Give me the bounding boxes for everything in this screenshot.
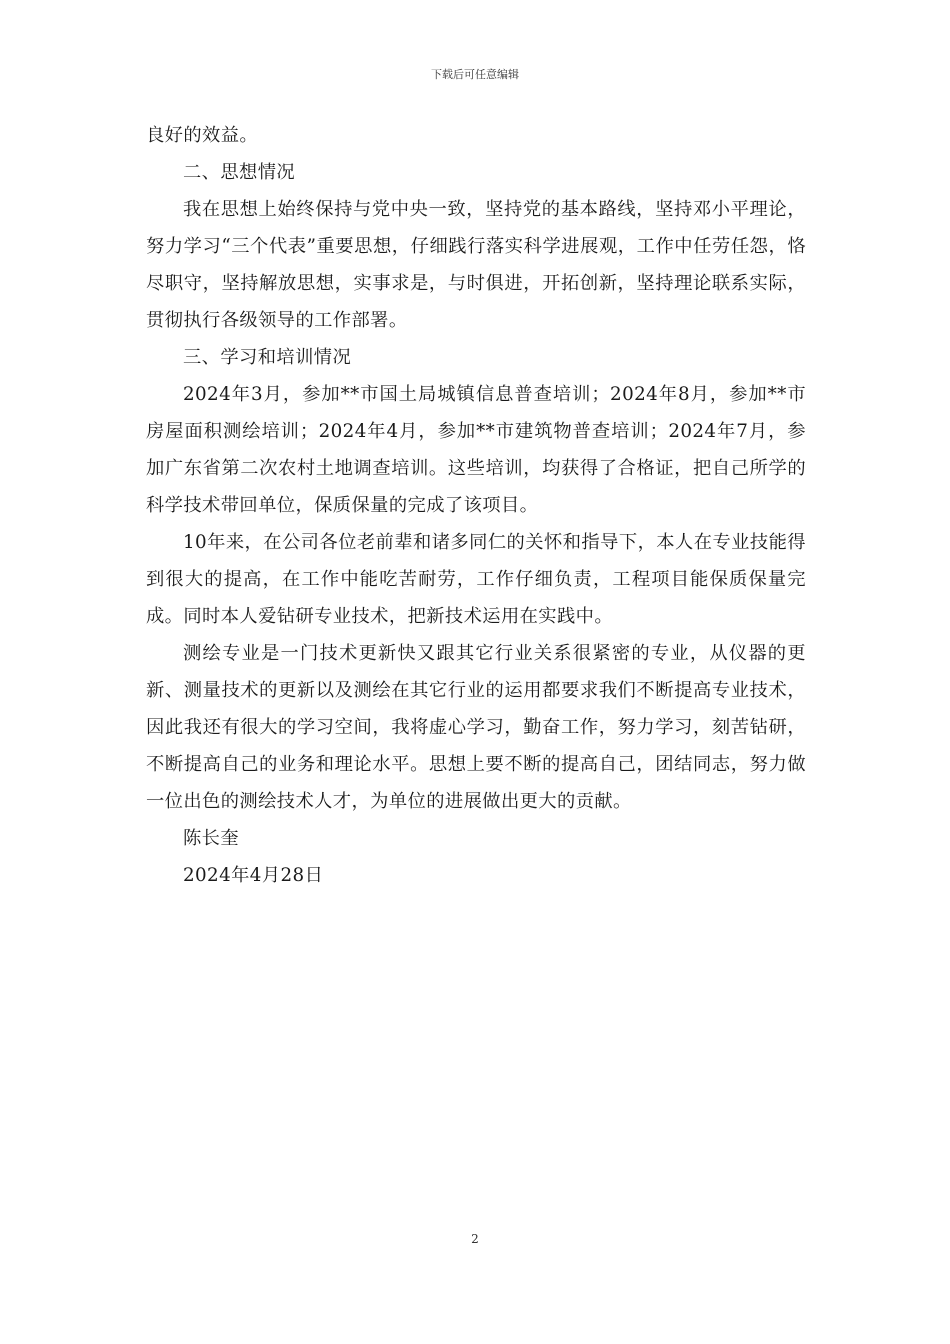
paragraph-training: 2024年3月，参加**市国土局城镇信息普查培训；2024年8月，参加**市房屋面积测绘培训；2024年4月，参加**市建筑物普查培训；2024年7月，参加广东省第二次农村土地调查培训。这些培训，均获得了合格证，把自己所学的科学技术带回单位，保质保量的完成了该项目。 bbox=[146, 384, 806, 516]
signature-date: 2024年4月28日 bbox=[183, 865, 324, 886]
page-number: 2 bbox=[471, 1232, 479, 1246]
header-note: 下载后可任意编辑 bbox=[431, 68, 519, 81]
signature-name: 陈长奎 bbox=[183, 828, 240, 849]
section-heading-thought: 二、思想情况 bbox=[183, 162, 296, 183]
paragraph-continuation: 良好的效益。 bbox=[146, 125, 259, 146]
document-body bbox=[146, 117, 806, 894]
paragraph-experience: 10年来，在公司各位老前辈和诸多同仁的关怀和指导下，本人在专业技能得到很大的提高，在工作中能吃苦耐劳，工作仔细负责，工程项目能保质保量完成。同时本人爱钻研专业技术，把新技术运用在实践中。 bbox=[146, 532, 806, 627]
paragraph-thought: 我在思想上始终保持与党中央一致，坚持党的基本路线，坚持邓小平理论，努力学习“三个代表”重要思想，仔细践行落实科学进展观，工作中任劳任怨，恪尽职守，坚持解放思想，实事求是，与时俱进，开拓创新，坚持理论联系实际，贯彻执行各级领导的工作部署。 bbox=[146, 199, 806, 331]
paragraph-outlook: 测绘专业是一门技术更新快又跟其它行业关系很紧密的专业，从仪器的更新、测量技术的更新以及测绘在其它行业的运用都要求我们不断提高专业技术，因此我还有很大的学习空间，我将虚心学习，勤奋工作，努力学习，刻苦钻研，不断提高自己的业务和理论水平。思想上要不断的提高自己，团结同志，努力做一位出色的测绘技术人才，为单位的进展做出更大的贡献。 bbox=[146, 643, 806, 812]
section-heading-training: 三、学习和培训情况 bbox=[183, 347, 352, 368]
